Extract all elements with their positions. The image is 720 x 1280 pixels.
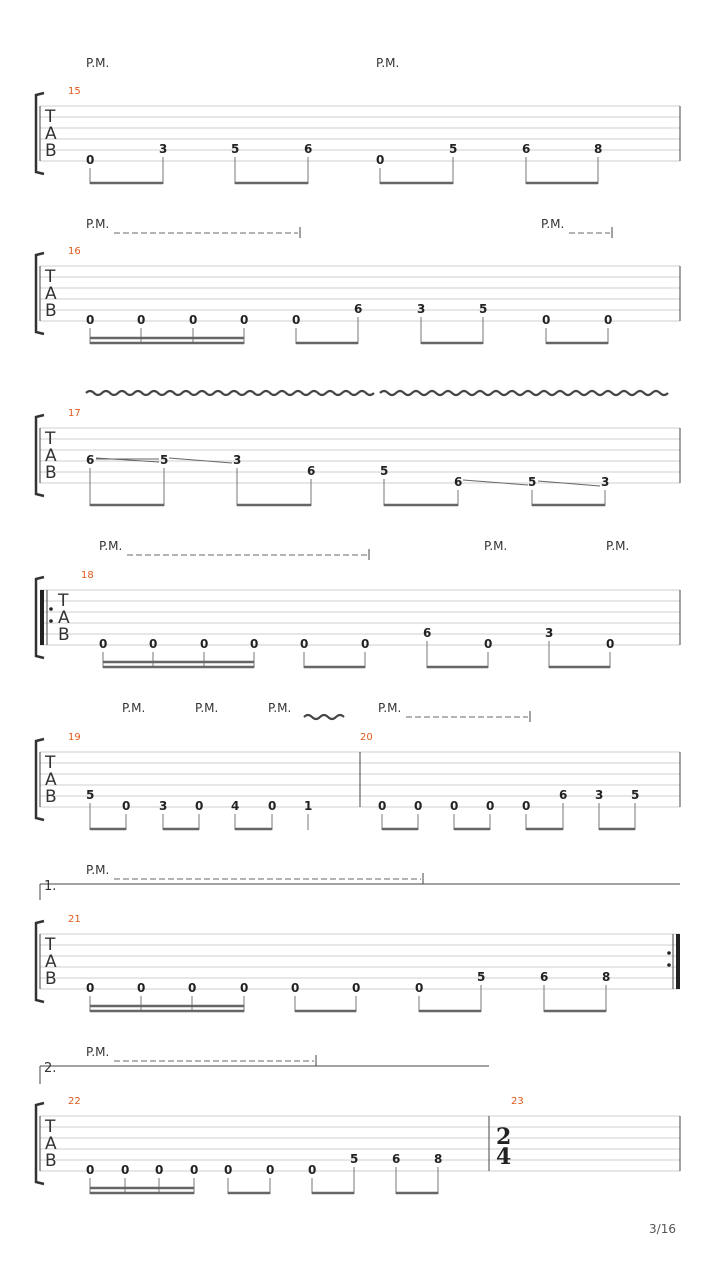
fret-number: 0 xyxy=(604,313,613,327)
fret-number: 0 xyxy=(137,313,146,327)
tab-clef-a: A xyxy=(45,952,57,972)
fret-number: 0 xyxy=(122,799,131,813)
tab-clef-b: B xyxy=(45,141,57,161)
tab-clef-a: A xyxy=(45,284,57,304)
palm-mute-label: P.M. xyxy=(195,701,219,715)
fret-number: 1 xyxy=(304,799,313,813)
fret-number: 5 xyxy=(479,302,488,316)
measure-number: 17 xyxy=(68,408,81,419)
staff-lines xyxy=(40,590,680,645)
measure-number: 21 xyxy=(68,914,81,925)
palm-mute-label: P.M. xyxy=(378,701,402,715)
system-1 xyxy=(36,56,680,184)
time-signature-top: 2 xyxy=(496,1124,512,1150)
system-6 xyxy=(36,863,680,1012)
tab-clef-t: T xyxy=(45,267,56,287)
fret-number: 6 xyxy=(392,1152,401,1166)
volta-label: 2. xyxy=(44,1061,57,1076)
fret-number: 0 xyxy=(99,637,108,651)
fret-number: 6 xyxy=(454,475,463,489)
fret-number: 0 xyxy=(376,153,385,167)
fret-number: 6 xyxy=(86,453,95,467)
repeat-end-barline xyxy=(667,934,680,989)
tab-clef-b: B xyxy=(58,625,70,645)
fret-number: 0 xyxy=(308,1163,317,1177)
fret-number: 8 xyxy=(602,970,611,984)
tab-clef-b: B xyxy=(45,969,57,989)
fret-number: 0 xyxy=(86,313,95,327)
tab-clef-t: T xyxy=(45,753,56,773)
fret-number: 0 xyxy=(300,637,309,651)
fret-number: 0 xyxy=(542,313,551,327)
fret-number: 0 xyxy=(86,981,95,995)
tab-clef-a: A xyxy=(45,446,57,466)
fret-number: 0 xyxy=(240,981,249,995)
fret-number: 0 xyxy=(149,637,158,651)
fret-number: 0 xyxy=(268,799,277,813)
tab-clef-b: B xyxy=(45,301,57,321)
system-2 xyxy=(36,217,680,344)
fret-number: 6 xyxy=(559,788,568,802)
system-4 xyxy=(36,539,680,668)
fret-number: 0 xyxy=(188,981,197,995)
palm-mute-label: P.M. xyxy=(541,217,565,231)
measure-number: 22 xyxy=(68,1096,81,1107)
fret-number: 6 xyxy=(423,626,432,640)
fret-number: 0 xyxy=(121,1163,130,1177)
fret-number: 5 xyxy=(160,453,169,467)
palm-mute-label: P.M. xyxy=(484,539,508,553)
fret-number: 0 xyxy=(361,637,370,651)
fret-number: 4 xyxy=(231,799,240,813)
fret-number: 0 xyxy=(292,313,301,327)
palm-mute-label: P.M. xyxy=(99,539,123,553)
measure-number: 20 xyxy=(360,732,373,743)
fret-number: 0 xyxy=(224,1163,233,1177)
fret-number: 0 xyxy=(291,981,300,995)
fret-number: 3 xyxy=(159,142,168,156)
palm-mute-label: P.M. xyxy=(86,863,110,877)
fret-number: 6 xyxy=(307,464,316,478)
measure-number: 18 xyxy=(81,570,94,581)
repeat-start-barline xyxy=(40,590,53,645)
fret-number: 0 xyxy=(155,1163,164,1177)
fret-number: 5 xyxy=(449,142,458,156)
fret-number: 0 xyxy=(414,799,423,813)
system-3 xyxy=(36,391,680,506)
fret-number: 3 xyxy=(233,453,242,467)
volta-bracket-2 xyxy=(40,1061,489,1084)
fret-number: 0 xyxy=(137,981,146,995)
fret-number: 6 xyxy=(354,302,363,316)
palm-mute-label: P.M. xyxy=(268,701,292,715)
time-signature xyxy=(496,1124,511,1170)
fret-number: 0 xyxy=(240,313,249,327)
tab-clef-t: T xyxy=(45,1117,56,1137)
tab-clef-t: T xyxy=(45,107,56,127)
fret-number: 0 xyxy=(86,153,95,167)
fret-number: 6 xyxy=(540,970,549,984)
fret-number: 5 xyxy=(86,788,95,802)
fret-number: 8 xyxy=(434,1152,443,1166)
fret-number: 3 xyxy=(595,788,604,802)
fret-number: 0 xyxy=(378,799,387,813)
fret-number: 0 xyxy=(266,1163,275,1177)
vibrato-marking xyxy=(304,715,344,719)
system-7 xyxy=(36,1045,680,1194)
fret-number: 0 xyxy=(86,1163,95,1177)
fret-number: 0 xyxy=(486,799,495,813)
staff-lines xyxy=(40,428,680,483)
fret-number: 6 xyxy=(304,142,313,156)
fret-number: 3 xyxy=(159,799,168,813)
tab-clef-b: B xyxy=(45,1151,57,1171)
fret-number: 3 xyxy=(601,475,610,489)
vibrato-marking xyxy=(86,391,668,395)
fret-number: 5 xyxy=(350,1152,359,1166)
fret-number: 0 xyxy=(250,637,259,651)
tab-clef-t: T xyxy=(45,429,56,449)
tab-clef-a: A xyxy=(45,770,57,790)
palm-mute-label: P.M. xyxy=(606,539,630,553)
palm-mute-label: P.M. xyxy=(86,1045,110,1059)
fret-number: 5 xyxy=(477,970,486,984)
fret-number: 0 xyxy=(606,637,615,651)
palm-mute-label: P.M. xyxy=(376,56,400,70)
measure-number: 23 xyxy=(511,1096,524,1107)
fret-number: 6 xyxy=(522,142,531,156)
staff-lines xyxy=(40,1116,680,1171)
fret-number: 0 xyxy=(195,799,204,813)
palm-mute-label: P.M. xyxy=(122,701,146,715)
fret-number: 5 xyxy=(231,142,240,156)
fret-number: 0 xyxy=(190,1163,199,1177)
tab-clef-t: T xyxy=(58,591,69,611)
fret-number: 3 xyxy=(545,626,554,640)
fret-number: 0 xyxy=(352,981,361,995)
palm-mute-label: P.M. xyxy=(86,217,110,231)
tab-clef-b: B xyxy=(45,463,57,483)
tab-clef-b: B xyxy=(45,787,57,807)
tab-clef-a: A xyxy=(45,1134,57,1154)
fret-number: 5 xyxy=(631,788,640,802)
measure-number: 16 xyxy=(68,246,81,257)
fret-number: 0 xyxy=(450,799,459,813)
tab-clef-t: T xyxy=(45,935,56,955)
page-number: 3/16 xyxy=(649,1222,676,1236)
staff-lines xyxy=(40,106,680,161)
fret-number: 8 xyxy=(594,142,603,156)
fret-number: 0 xyxy=(484,637,493,651)
fret-number: 0 xyxy=(415,981,424,995)
fret-number: 0 xyxy=(189,313,198,327)
fret-number: 0 xyxy=(200,637,209,651)
measure-number: 15 xyxy=(68,86,81,97)
fret-number: 5 xyxy=(528,475,537,489)
measure-number: 19 xyxy=(68,732,81,743)
system-5 xyxy=(36,701,680,830)
fret-number: 0 xyxy=(522,799,531,813)
time-signature-bottom: 4 xyxy=(496,1144,512,1170)
volta-bracket-1 xyxy=(40,879,680,900)
tab-clef-a: A xyxy=(45,124,57,144)
fret-number: 5 xyxy=(380,464,389,478)
tab-clef-a: A xyxy=(58,608,70,628)
volta-label: 1. xyxy=(44,879,57,894)
fret-number: 3 xyxy=(417,302,426,316)
palm-mute-label: P.M. xyxy=(86,56,110,70)
